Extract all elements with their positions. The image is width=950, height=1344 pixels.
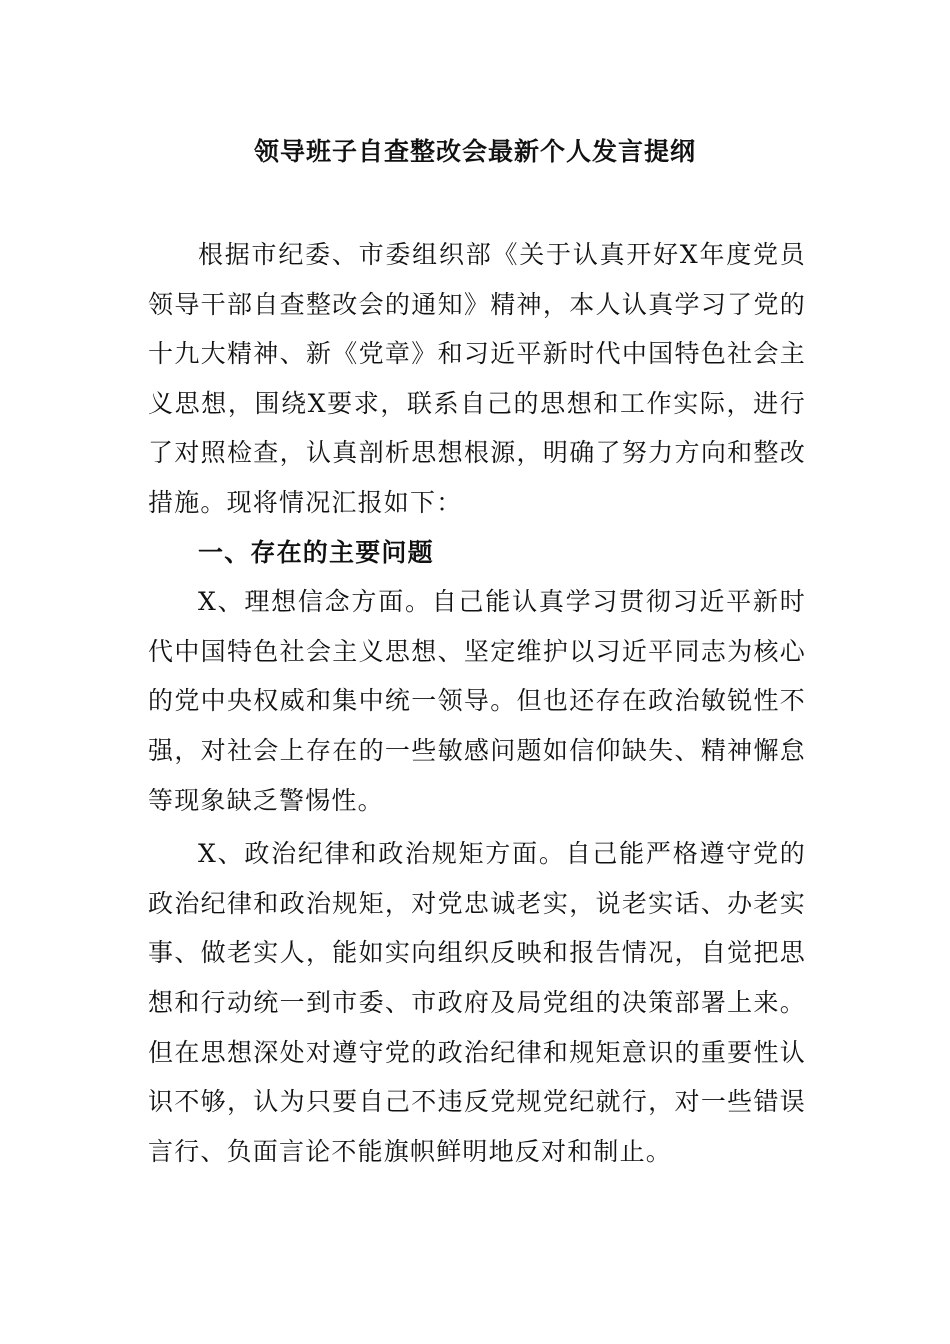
document-body [148,230,806,1176]
intro-paragraph: 根据市纪委、市委组织部《关于认真开好X年度党员领导干部自查整改会的通知》精神，本人认真学习了党的十九大精神、新《党章》和习近平新时代中国特色社会主义思想，围绕X要求，联系自己的思想和工作实际，进行了对照检查，认真剖析思想根源，明确了努力方向和整改措施。现将情况汇报如下： [148,240,806,517]
item-paragraph-discipline: X、政治纪律和政治规矩方面。自己能严格遵守党的政治纪律和政治规矩，对党忠诚老实，说老实话、办老实事、做老实人，能如实向组织反映和报告情况，自觉把思想和行动统一到市委、市政府及局党组的决策部署上来。但在思想深处对遵守党的政治纪律和规矩意识的重要性认识不够，认为只要自己不违反党规党纪就行，对一些错误言行、负面言论不能旗帜鲜明地反对和制止。 [148,839,806,1166]
item-paragraph-ideals: X、理想信念方面。自己能认真学习贯彻习近平新时代中国特色社会主义思想、坚定维护以习近平同志为核心的党中央权威和集中统一领导。但也还存在政治敏锐性不强，对社会上存在的一些敏感问题如信仰缺失、精神懈怠等现象缺乏警惕性。 [148,587,806,815]
document-title: 领导班子自查整改会最新个人发言提纲 [253,137,696,166]
section-heading: 一、存在的主要问题 [198,537,434,567]
